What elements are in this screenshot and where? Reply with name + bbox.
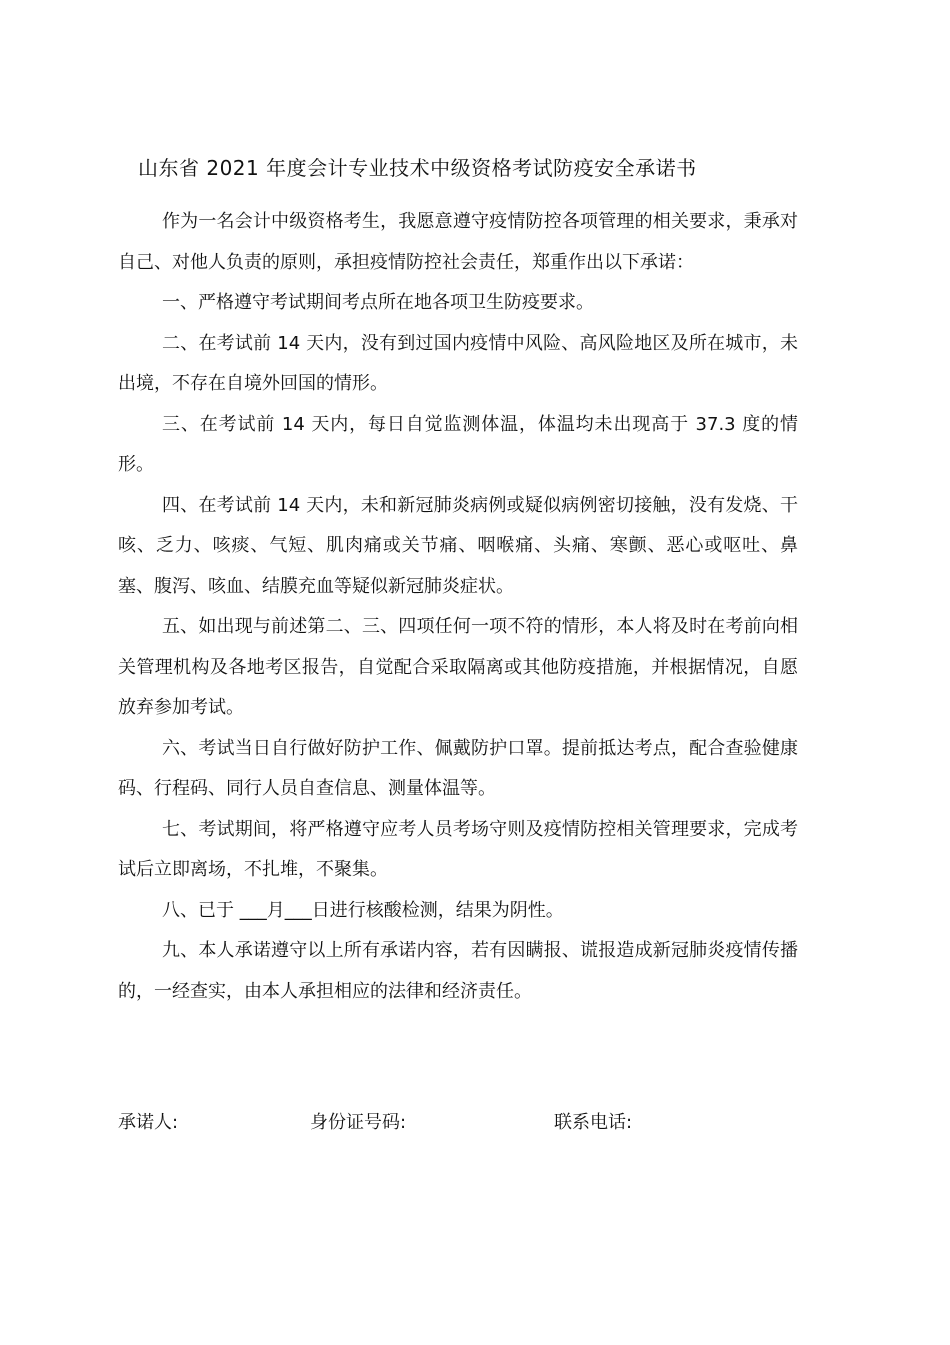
- pledge-item-8: 八、已于 ___月___日进行核酸检测，结果为阴性。: [162, 899, 564, 921]
- pledge-item-4: 四、在考试前 14 天内，未和新冠肺炎病例或疑似病例密切接触，没有发烧、干咳、乏力、咳痰、气短、肌肉痛或关节痛、咽喉痛、头痛、寒颤、恶心或呕吐、鼻塞、腹泻、咳血、结膜充血等疑似新冠肺炎症状。: [118, 494, 798, 597]
- pledge-item-3: 三、在考试前 14 天内，每日自觉监测体温，体温均未出现高于 37.3 度的情形。: [118, 413, 798, 475]
- signature-row: [118, 1108, 718, 1138]
- id-number-label: 身份证号码:: [310, 1112, 407, 1133]
- document-title: 山东省 2021 年度会计专业技术中级资格考试防疫安全承诺书: [138, 156, 697, 180]
- document-body: [118, 202, 798, 1012]
- pledge-item-5: 五、如出现与前述第二、三、四项任何一项不符的情形，本人将及时在考前向相关管理机构及各地考区报告，自觉配合采取隔离或其他防疫措施，并根据情况，自愿放弃参加考试。: [118, 616, 798, 718]
- phone-label: 联系电话:: [554, 1112, 633, 1133]
- pledge-item-2: 二、在考试前 14 天内，没有到过国内疫情中风险、高风险地区及所在城市，未出境，不存在自境外回国的情形。: [118, 332, 798, 394]
- pledge-item-6: 六、考试当日自行做好防护工作、佩戴防护口罩。提前抵达考点，配合查验健康码、行程码、同行人员自查信息、测量体温等。: [118, 737, 798, 799]
- pledge-item-7: 七、考试期间，将严格遵守应考人员考场守则及疫情防控相关管理要求，完成考试后立即离场，不扎堆，不聚集。: [118, 818, 798, 880]
- pledge-item-9: 九、本人承诺遵守以上所有承诺内容，若有因瞒报、谎报造成新冠肺炎疫情传播的，一经查实，由本人承担相应的法律和经济责任。: [118, 940, 798, 1002]
- intro-paragraph: 作为一名会计中级资格考生，我愿意遵守疫情防控各项管理的相关要求，秉承对自己、对他人负责的原则，承担疫情防控社会责任，郑重作出以下承诺：: [118, 211, 798, 273]
- pledge-item-1: 一、严格遵守考试期间考点所在地各项卫生防疫要求。: [162, 292, 594, 313]
- promiser-label: 承诺人:: [118, 1112, 179, 1133]
